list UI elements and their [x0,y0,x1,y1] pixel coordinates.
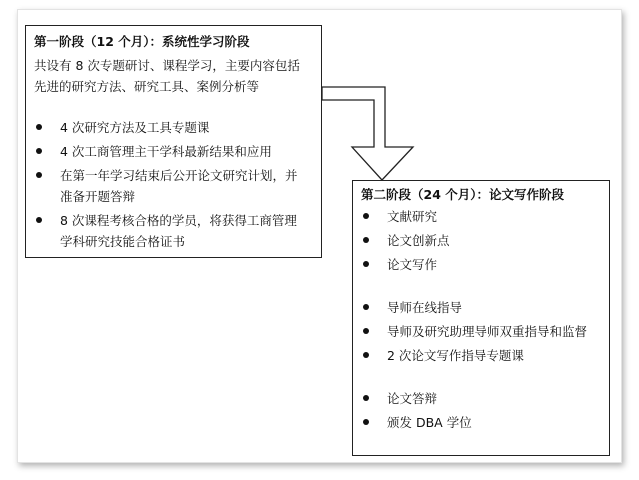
phase2-list-group [361,388,601,433]
phase1-item-text: 8 次课程考核合格的学员，将获得工商管理 [60,213,297,228]
phase2-list-item [361,206,601,227]
bullet-icon [363,261,369,267]
phase1-list-item [34,165,313,207]
group-spacer [361,278,601,295]
phase2-list-group [361,297,601,366]
phase2-item-text: 2 次论文写作指导专题课 [387,348,524,363]
phase2-item-text: 论文答辩 [387,391,438,406]
phase1-description-line: 共设有 8 次专题研讨、课程学习，主要内容包括 [34,58,300,73]
phase1-item-text: 在第一年学习结束后公开论文研究计划，并 [60,168,298,183]
phase2-title: 第二阶段（24 个月）：论文写作阶段 [361,187,564,202]
phase2-box [352,180,610,456]
phase2-item-text: 论文创新点 [387,233,450,248]
phase1-item-text: 学科研究技能合格证书 [60,234,186,249]
phase2-item-text: 导师及研究助理导师双重指导和监督 [387,324,588,339]
bullet-icon [363,419,369,425]
bullet-icon [363,237,369,243]
phase2-list-item [361,388,601,409]
phase2-list-item [361,254,601,275]
phase2-list-item [361,345,601,366]
phase2-item-text: 文献研究 [387,209,438,224]
bullet-icon [36,217,42,223]
bullet-icon [36,148,42,154]
bullet-icon [36,172,42,178]
phase1-list-item [34,141,313,162]
phase2-list-item [361,412,601,433]
phase1-list-item [34,210,313,252]
bullet-icon [363,213,369,219]
phase1-item-text: 准备开题答辩 [60,189,136,204]
phase2-list-item [361,321,601,342]
phase1-title: 第一阶段（12 个月）：系统性学习阶段 [34,34,250,49]
phase2-list-item [361,230,601,251]
phase2-list-group [361,206,601,275]
phase1-box [25,25,322,258]
phase1-list [34,117,313,252]
bullet-icon [363,352,369,358]
phase1-item-text: 4 次研究方法及工具专题课 [60,120,210,135]
phase1-item-text: 4 次工商管理主干学科最新结果和应用 [60,144,272,159]
bullet-icon [363,328,369,334]
bullet-icon [363,395,369,401]
bullet-icon [36,124,42,130]
phase2-item-text: 颁发 DBA 学位 [387,415,472,430]
phase1-description-line: 先进的研究方法、研究工具、案例分析等 [34,79,260,94]
group-spacer [361,369,601,386]
phase1-description [34,55,313,97]
phase2-item-text: 导师在线指导 [387,300,463,315]
phase2-list-item [361,297,601,318]
phase1-list-item [34,117,313,138]
bullet-icon [363,304,369,310]
phase2-item-text: 论文写作 [387,257,438,272]
